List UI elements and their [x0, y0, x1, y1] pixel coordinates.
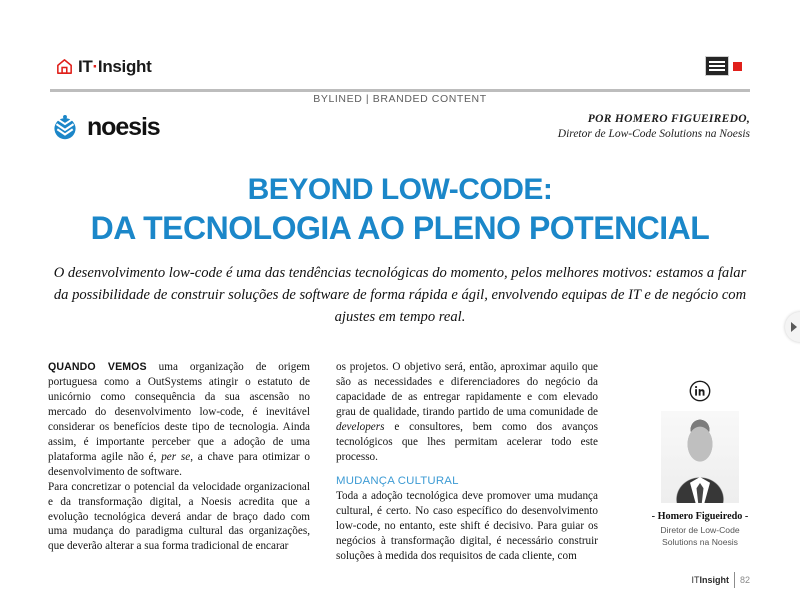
byline-author: POR HOMERO FIGUEIREDO, [587, 113, 750, 125]
section-subheading: MUDANÇA CULTURAL [336, 474, 459, 487]
author-role-line-1: Diretor de Low-Code [660, 525, 740, 535]
paragraph-text: uma organização de origem portuguesa como a OutSystems atingir o estatuto de unicórnio como consequência da sua ascensão no mercado do desenvolvimento low-code, é inevitável considerar os benefícios deste tipo de tecnologia. Ainda assim, é importante perceber que a adoção de uma plataforma agile não é, [48, 361, 310, 463]
sponsor-name: noesis [87, 112, 160, 141]
paragraph-emphasis: per se [161, 450, 191, 463]
paragraph-text: e consultores, bem como dos avanços tecnológicos que lhes permitam acelerar todo este processo. [336, 420, 598, 463]
masthead-divider [50, 89, 750, 92]
standfirst: O desenvolvimento low-code é uma das tendências tecnológicas do momento, pelos melhores motivos: estamos a falar da possibilidade de construir soluções de software de forma rápida e ágil, envolvendo equipas de IT e de negócio com ajustes em tempo real. [53, 265, 747, 326]
author-role [640, 524, 760, 548]
lead-caps: QUANDO VEMOS [48, 361, 147, 373]
linkedin-icon[interactable] [689, 380, 711, 402]
author-name: - Homero Figueiredo - [651, 511, 749, 522]
footer-brand [691, 575, 729, 585]
brand-it: IT [78, 57, 93, 76]
page-footer [691, 572, 750, 588]
paragraph-emphasis: developers [336, 420, 385, 433]
footer-divider [734, 572, 735, 588]
headline-line-1: BEYOND LOW-CODE: [247, 173, 553, 206]
body-column-1 [48, 360, 310, 600]
magazine-issue-icon[interactable] [705, 56, 742, 76]
it-insight-wordmark [78, 58, 152, 75]
paragraph-text: , a chave para otimizar o desenvolvimento de software. [48, 450, 310, 478]
chevron-right-icon [791, 322, 797, 332]
issue-red-dot [733, 62, 742, 71]
footer-brand-it: IT [691, 575, 700, 585]
sponsor-logo[interactable] [52, 114, 160, 140]
page-number: 82 [739, 575, 750, 585]
noesis-logo-icon [52, 114, 78, 140]
brand-insight: Insight [97, 57, 152, 76]
house-icon [56, 58, 73, 75]
masthead [50, 55, 750, 88]
issue-line [709, 69, 725, 71]
paragraph [336, 360, 598, 465]
paragraph: Toda a adoção tecnológica deve promover uma mudança cultural, é certo. No caso específico do desenvolvimento low-code, no entanto, este shift é decisivo. Para guiar os negócios à transformação digital, é necessário construir soluções à medida dos requisitos de cada cliente, com [336, 489, 598, 562]
issue-book-glyph [705, 56, 729, 76]
avatar [661, 411, 739, 503]
section-kicker: BYLINED | BRANDED CONTENT [313, 93, 487, 105]
byline-role: Diretor de Low-Code Solutions na Noesis [557, 128, 750, 140]
author-role-line-2: Solutions na Noesis [662, 537, 738, 548]
brand-dot: · [92, 57, 98, 76]
paragraph: Para concretizar o potencial da velocidade organizacional e da transformação digital, a Noesis acredita que a evolução tecnológica deverá andar de braço dado com uma mudança do paradigma cultural das organizações, que deverão alterar a sua forma tradicional de encarar [48, 480, 310, 553]
headline-line-2: DA TECNOLOGIA AO PLENO POTENCIAL [90, 210, 710, 247]
next-page-button[interactable] [785, 312, 800, 342]
it-insight-logo[interactable] [56, 58, 152, 75]
paragraph-text: os projetos. O objetivo será, então, aproximar aquilo que são as necessidades e diferenciadores do negócio da capacidade de as entregar rapidamente e com elevado grau de qualidade, tirando partido de uma comunidade de [336, 361, 598, 418]
body-column-2 [336, 360, 598, 600]
byline [558, 113, 750, 140]
issue-line [709, 61, 725, 63]
page-title [40, 172, 760, 248]
author-card [640, 380, 760, 548]
footer-brand-insight: Insight [699, 575, 729, 585]
issue-line [709, 65, 725, 67]
paragraph [48, 360, 310, 480]
